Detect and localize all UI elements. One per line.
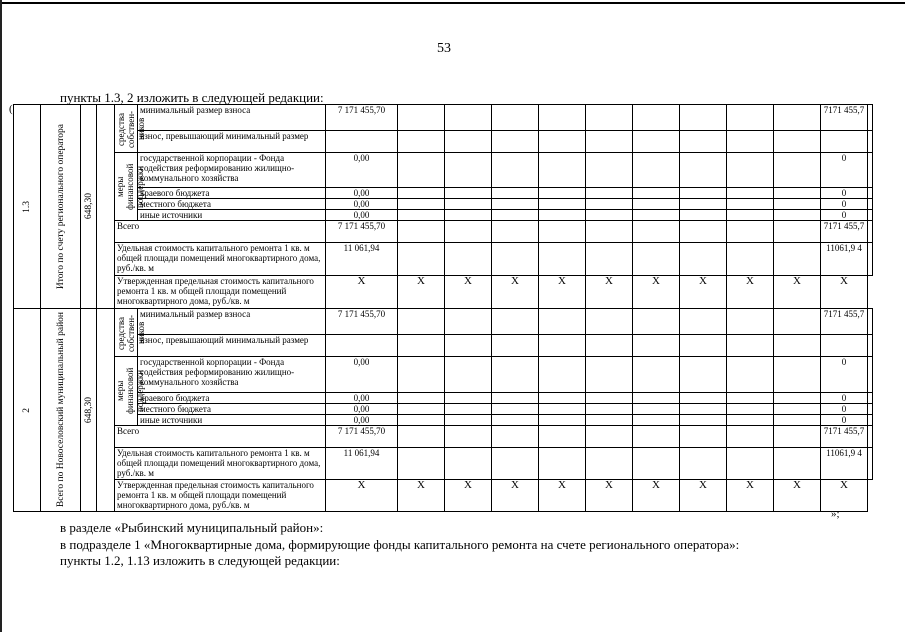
limit-x-mark: X: [633, 276, 680, 309]
table-row: [14, 357, 873, 393]
empty-cell: [398, 335, 445, 357]
owner-funds-group-cell: [115, 105, 146, 153]
empty-cell: [727, 210, 774, 221]
empty-cell: [774, 393, 821, 404]
table-row: [14, 309, 873, 335]
empty-cell: [586, 357, 633, 393]
row-label: минимальный размер взноса: [138, 105, 326, 131]
empty-cell: [868, 188, 873, 199]
empty-cell: [680, 335, 727, 357]
empty-cell: [680, 415, 727, 426]
empty-cell: [680, 426, 727, 448]
empty-cell: [633, 199, 680, 210]
table-row: [14, 210, 873, 221]
empty-cell: [492, 309, 539, 335]
empty-cell: [774, 105, 821, 131]
row-value: 0,00: [326, 393, 398, 404]
empty-cell: [633, 153, 680, 188]
empty-cell: [586, 199, 633, 210]
block-name: Итого по счету регионального оператора: [55, 123, 66, 290]
row-label: местного бюджета: [138, 199, 326, 210]
empty-cell: [633, 243, 680, 276]
empty-cell: [398, 188, 445, 199]
empty-cell: [727, 393, 774, 404]
empty-cell: [868, 426, 873, 448]
empty-cell: [539, 153, 586, 188]
empty-cell: [680, 199, 727, 210]
empty-cell: [398, 221, 445, 243]
empty-cell: [398, 105, 445, 131]
table-row: [14, 426, 873, 448]
support-group: меры финансовой поддержки: [115, 367, 145, 415]
row-value: 0,00: [326, 188, 398, 199]
empty-cell: [398, 448, 445, 480]
empty-cell: [868, 393, 873, 404]
empty-cell: [680, 210, 727, 221]
empty-cell: [727, 415, 774, 426]
empty-cell: [774, 309, 821, 335]
empty-cell: [727, 199, 774, 210]
empty-cell: [727, 309, 774, 335]
table-row: [14, 415, 873, 426]
empty-cell: [492, 393, 539, 404]
owner-funds-group: средства собствен-ников: [116, 110, 146, 148]
empty-cell: [680, 243, 727, 276]
limit-x-mark: X: [326, 480, 398, 512]
total-total: 7171 455,7: [821, 426, 868, 448]
row-value: 7 171 455,70: [326, 309, 398, 335]
row-total: 0: [821, 199, 868, 210]
top-border-line: [0, 2, 905, 4]
empty-cell: [539, 309, 586, 335]
total-value: 7 171 455,70: [326, 221, 398, 243]
limit-x-mark: X: [492, 276, 539, 309]
row-label: государственной корпорации - Фонда содействия реформированию жилищно-коммунального хозяйства: [138, 357, 326, 393]
limit-x-mark: X: [398, 276, 445, 309]
empty-cell: [586, 426, 633, 448]
total-total: 7171 455,7: [821, 221, 868, 243]
spacer-cell: [97, 105, 115, 309]
empty-cell: [680, 448, 727, 480]
empty-cell: [492, 188, 539, 199]
row-label: минимальный размер взноса: [138, 309, 326, 335]
empty-cell: [586, 243, 633, 276]
empty-cell: [539, 131, 586, 153]
empty-cell: [727, 335, 774, 357]
support-group-cell: [115, 153, 145, 221]
page-number: 53: [437, 41, 451, 56]
row-total: 0: [821, 393, 868, 404]
empty-cell: [445, 210, 492, 221]
limit-x-mark: X: [633, 480, 680, 512]
empty-cell: [492, 105, 539, 131]
empty-cell: [774, 188, 821, 199]
empty-cell: [680, 404, 727, 415]
unit-cost-total: 11061,9 4: [821, 243, 868, 276]
empty-cell: [727, 404, 774, 415]
empty-cell: [774, 415, 821, 426]
table-row: [14, 243, 873, 276]
empty-cell: [445, 309, 492, 335]
limit-x-mark: X: [445, 276, 492, 309]
block-number-cell: [14, 309, 41, 512]
empty-cell: [680, 309, 727, 335]
empty-cell: [633, 393, 680, 404]
row-total: 0: [821, 404, 868, 415]
unit-cost-total: 11061,9 4: [821, 448, 868, 480]
limit-x-mark: X: [586, 480, 633, 512]
empty-cell: [680, 105, 727, 131]
empty-cell: [445, 448, 492, 480]
empty-cell: [445, 393, 492, 404]
empty-cell: [445, 243, 492, 276]
empty-cell: [680, 357, 727, 393]
empty-cell: [727, 105, 774, 131]
row-value: 0,00: [326, 357, 398, 393]
empty-cell: [727, 221, 774, 243]
row-value: 0,00: [326, 404, 398, 415]
empty-cell: [727, 188, 774, 199]
unit-cost-value: 11 061,94: [326, 448, 398, 480]
empty-cell: [774, 131, 821, 153]
empty-cell: [492, 153, 539, 188]
row-total: 7171 455,7: [821, 105, 868, 131]
limit-x-mark: X: [539, 276, 586, 309]
empty-cell: [398, 415, 445, 426]
unit-cost-label: Удельная стоимость капитального ремонта 1 кв. м общей площади помещений многоквартирного дома, руб./кв. м: [115, 448, 326, 480]
empty-cell: [868, 243, 873, 276]
empty-cell: [774, 357, 821, 393]
empty-cell: [727, 153, 774, 188]
empty-cell: [633, 105, 680, 131]
empty-cell: [586, 415, 633, 426]
block-area: 648,30: [83, 193, 94, 220]
empty-cell: [445, 131, 492, 153]
empty-cell: [492, 210, 539, 221]
empty-cell: [586, 404, 633, 415]
row-total: [821, 131, 868, 153]
block-area: 648,30: [83, 396, 94, 424]
block-number-cell: [14, 105, 41, 309]
empty-cell: [586, 221, 633, 243]
total-label: Всего: [115, 221, 326, 243]
owner-funds-group: средства собствен-ников: [116, 314, 146, 352]
limit-x-mark: X: [821, 276, 868, 309]
empty-cell: [539, 199, 586, 210]
limit-label: Утвержденная предельная стоимость капитального ремонта 1 кв. м общей площади помещений многоквартирного дома, руб./кв. м: [115, 276, 326, 309]
empty-cell: [539, 415, 586, 426]
empty-cell: [868, 309, 873, 335]
empty-cell: [492, 243, 539, 276]
empty-cell: [633, 309, 680, 335]
empty-cell: [727, 131, 774, 153]
footer-line-1: в разделе «Рыбинский муниципальный район»:: [60, 520, 324, 535]
limit-x-mark: X: [821, 480, 868, 512]
empty-cell: [586, 393, 633, 404]
row-label: государственной корпорации - Фонда содействия реформированию жилищно-коммунального хозяйства: [138, 153, 326, 188]
empty-cell: [868, 153, 873, 188]
limit-x-mark: X: [539, 480, 586, 512]
empty-cell: [492, 415, 539, 426]
empty-cell: [445, 415, 492, 426]
empty-cell: [586, 188, 633, 199]
empty-cell: [445, 199, 492, 210]
table-row: [14, 480, 873, 512]
row-label: местного бюджета: [138, 404, 326, 415]
empty-cell: [492, 131, 539, 153]
empty-cell: [774, 210, 821, 221]
row-total: 0: [821, 357, 868, 393]
table-row: [14, 276, 873, 309]
empty-cell: [868, 335, 873, 357]
empty-cell: [774, 335, 821, 357]
empty-cell: [586, 309, 633, 335]
limit-x-mark: X: [727, 480, 774, 512]
empty-cell: [492, 357, 539, 393]
empty-cell: [398, 131, 445, 153]
empty-cell: [539, 335, 586, 357]
block-name-cell: [41, 105, 81, 309]
empty-cell: [586, 448, 633, 480]
row-value: 7 171 455,70: [326, 105, 398, 131]
empty-cell: [492, 426, 539, 448]
empty-cell: [398, 199, 445, 210]
row-value: [326, 335, 398, 357]
empty-cell: [539, 188, 586, 199]
end-mark: »;: [831, 508, 840, 520]
empty-cell: [680, 188, 727, 199]
empty-cell: [398, 426, 445, 448]
empty-cell: [398, 309, 445, 335]
empty-cell: [445, 426, 492, 448]
empty-cell: [868, 415, 873, 426]
empty-cell: [539, 210, 586, 221]
empty-cell: [868, 131, 873, 153]
empty-cell: [445, 335, 492, 357]
empty-cell: [868, 357, 873, 393]
row-total: [821, 335, 868, 357]
spacer-cell: [97, 309, 115, 512]
empty-cell: [774, 153, 821, 188]
empty-cell: [633, 426, 680, 448]
empty-cell: [680, 131, 727, 153]
area-cell: [81, 309, 97, 512]
empty-cell: [680, 393, 727, 404]
table-row: [14, 105, 873, 131]
empty-cell: [445, 105, 492, 131]
empty-cell: [868, 199, 873, 210]
empty-cell: [445, 221, 492, 243]
empty-cell: [492, 221, 539, 243]
total-value: 7 171 455,70: [326, 426, 398, 448]
empty-cell: [727, 357, 774, 393]
row-total: 0: [821, 153, 868, 188]
empty-cell: [633, 448, 680, 480]
table-row: [14, 448, 873, 480]
empty-cell: [539, 221, 586, 243]
row-value: 0,00: [326, 210, 398, 221]
empty-cell: [774, 243, 821, 276]
table-row: [14, 153, 873, 188]
empty-cell: [492, 199, 539, 210]
empty-cell: [774, 199, 821, 210]
empty-cell: [539, 243, 586, 276]
block-number: 1.3: [22, 200, 32, 213]
empty-cell: [539, 448, 586, 480]
empty-cell: [445, 357, 492, 393]
empty-cell: [774, 426, 821, 448]
left-scan-edge: [0, 0, 2, 632]
empty-cell: [727, 243, 774, 276]
empty-cell: [398, 393, 445, 404]
limit-x-mark: X: [727, 276, 774, 309]
empty-cell: [539, 393, 586, 404]
empty-cell: [774, 221, 821, 243]
limit-x-mark: X: [326, 276, 398, 309]
row-label: взнос, превышающий минимальный размер: [138, 335, 326, 357]
row-total: 7171 455,7: [821, 309, 868, 335]
empty-cell: [445, 188, 492, 199]
limit-x-mark: X: [398, 480, 445, 512]
empty-cell: [868, 404, 873, 415]
empty-cell: [727, 448, 774, 480]
block-name: Всего по Новоселовский муниципальный район: [55, 312, 66, 508]
block-name-cell: [41, 309, 81, 512]
limit-x-mark: X: [774, 276, 821, 309]
limit-x-mark: X: [586, 276, 633, 309]
empty-cell: [539, 404, 586, 415]
empty-cell: [492, 404, 539, 415]
total-label: Всего: [115, 426, 326, 448]
empty-cell: [633, 188, 680, 199]
row-value: 0,00: [326, 415, 398, 426]
unit-cost-value: 11 061,94: [326, 243, 398, 276]
empty-cell: [633, 357, 680, 393]
limit-x-mark: X: [680, 480, 727, 512]
empty-cell: [680, 153, 727, 188]
empty-cell: [868, 448, 873, 480]
empty-cell: [398, 243, 445, 276]
empty-cell: [586, 153, 633, 188]
empty-cell: [633, 415, 680, 426]
empty-cell: [633, 335, 680, 357]
empty-cell: [633, 404, 680, 415]
area-cell: [81, 105, 97, 309]
limit-label: Утвержденная предельная стоимость капитального ремонта 1 кв. м общей площади помещений многоквартирного дома, руб./кв. м: [115, 480, 326, 512]
empty-cell: [633, 221, 680, 243]
limit-x-mark: X: [492, 480, 539, 512]
row-value: [326, 131, 398, 153]
footer-line-3: пункты 1.2, 1.13 изложить в следующей редакции:: [60, 553, 340, 568]
empty-cell: [868, 221, 873, 243]
row-value: 0,00: [326, 153, 398, 188]
owner-funds-group-cell: [115, 309, 146, 357]
row-value: 0,00: [326, 199, 398, 210]
row-total: 0: [821, 188, 868, 199]
row-total: 0: [821, 415, 868, 426]
empty-cell: [398, 404, 445, 415]
empty-cell: [586, 210, 633, 221]
empty-cell: [445, 404, 492, 415]
empty-cell: [586, 131, 633, 153]
quote-open-mark: (: [9, 103, 13, 115]
empty-cell: [868, 105, 873, 131]
empty-cell: [492, 448, 539, 480]
row-label: иные источники: [138, 210, 326, 221]
empty-cell: [633, 131, 680, 153]
support-group: меры финансовой поддержки: [115, 163, 145, 210]
empty-cell: [633, 210, 680, 221]
support-group-cell: [115, 357, 145, 426]
row-label: краевого бюджета: [138, 393, 326, 404]
empty-cell: [398, 210, 445, 221]
empty-cell: [774, 448, 821, 480]
empty-cell: [774, 404, 821, 415]
empty-cell: [539, 426, 586, 448]
block-number: 2: [22, 407, 32, 413]
table-row: [14, 221, 873, 243]
limit-x-mark: X: [774, 480, 821, 512]
intro-text: пункты 1.3, 2 изложить в следующей редакции:: [60, 90, 324, 105]
empty-cell: [727, 426, 774, 448]
row-total: 0: [821, 210, 868, 221]
empty-cell: [492, 335, 539, 357]
empty-cell: [539, 105, 586, 131]
empty-cell: [586, 105, 633, 131]
empty-cell: [398, 357, 445, 393]
row-label: краевого бюджета: [138, 188, 326, 199]
footer-line-2: в подразделе 1 «Многоквартирные дома, формирующие фонды капитального ремонта на счете регионального оператора»:: [60, 537, 740, 552]
row-label: взнос, превышающий минимальный размер: [138, 131, 326, 153]
empty-cell: [680, 221, 727, 243]
limit-x-mark: X: [445, 480, 492, 512]
empty-cell: [398, 153, 445, 188]
unit-cost-label: Удельная стоимость капитального ремонта 1 кв. м общей площади помещений многоквартирного дома, руб./кв. м: [115, 243, 326, 276]
empty-cell: [868, 210, 873, 221]
limit-x-mark: X: [680, 276, 727, 309]
empty-cell: [586, 335, 633, 357]
empty-cell: [445, 153, 492, 188]
empty-cell: [539, 357, 586, 393]
row-label: иные источники: [138, 415, 326, 426]
financing-table: [13, 104, 873, 512]
